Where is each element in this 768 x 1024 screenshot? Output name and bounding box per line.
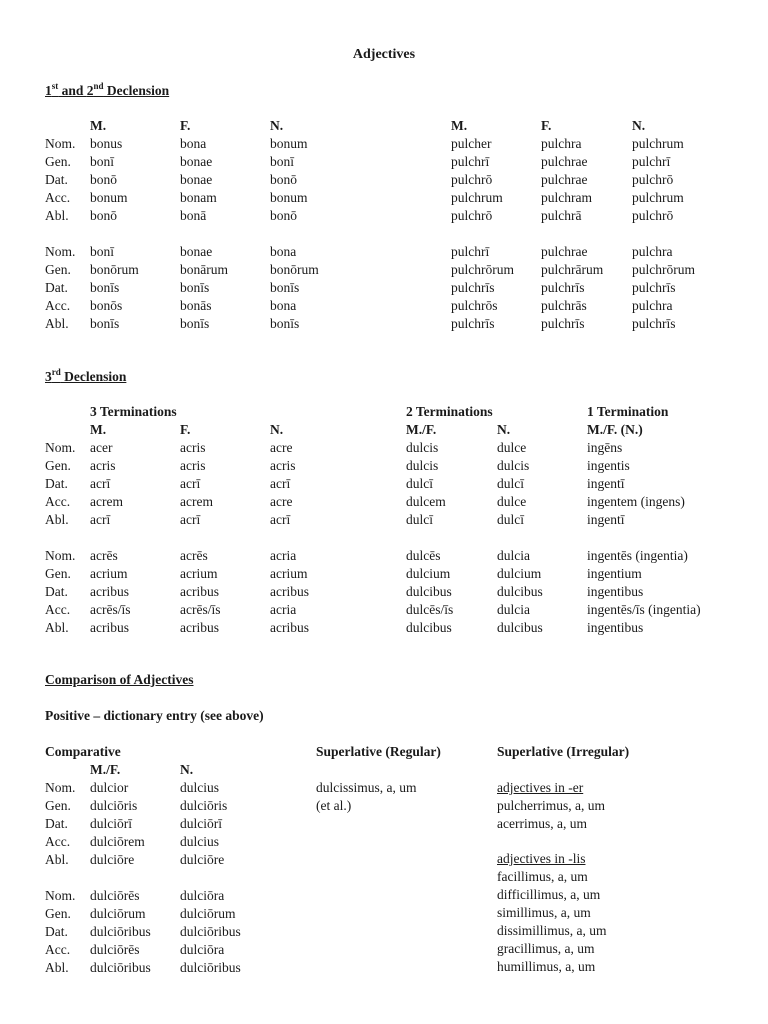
form-cell: acrēs/īs bbox=[180, 602, 221, 617]
column-header: N. bbox=[270, 422, 284, 437]
table-row bbox=[0, 833, 300, 851]
group-label-3-terminations: 3 Terminations bbox=[90, 404, 177, 419]
form-cell: bona bbox=[180, 136, 207, 151]
form-cell: bonae bbox=[180, 154, 213, 169]
form-cell: ingentibus bbox=[587, 620, 644, 635]
table-row bbox=[0, 243, 768, 261]
form-cell: pulchrī bbox=[451, 244, 490, 259]
form-cell: bonī bbox=[270, 154, 295, 169]
column-header: M./F. (N.) bbox=[587, 422, 643, 437]
form-cell: ingentēs (ingentia) bbox=[587, 548, 688, 563]
case-label: Nom. bbox=[45, 244, 76, 259]
case-label: Abl. bbox=[45, 852, 69, 867]
header-row bbox=[0, 117, 768, 135]
section-heading-1st-2nd-declension: 1st and 2nd Declension bbox=[45, 80, 170, 98]
table-row bbox=[0, 171, 768, 189]
form-cell: bonō bbox=[90, 208, 117, 223]
lis-item: difficillimus, a, um bbox=[497, 887, 601, 902]
form-cell: bonīs bbox=[270, 280, 300, 295]
form-cell: bonīs bbox=[90, 280, 120, 295]
form-cell: pulchrīs bbox=[632, 280, 676, 295]
form-cell: ingentibus bbox=[587, 584, 644, 599]
er-item: pulcherrimus, a, um bbox=[497, 798, 605, 813]
form-cell: dulciōribus bbox=[90, 960, 151, 975]
case-label: Dat. bbox=[45, 172, 68, 187]
form-cell: bonō bbox=[90, 172, 117, 187]
form-cell: pulchrae bbox=[541, 244, 588, 259]
form-cell: pulchrō bbox=[451, 172, 493, 187]
form-cell: pulchrae bbox=[541, 172, 588, 187]
table-row bbox=[0, 457, 768, 475]
column-header: M. bbox=[90, 422, 107, 437]
table-row bbox=[0, 547, 768, 565]
case-label: Acc. bbox=[45, 298, 71, 313]
form-cell: acrēs bbox=[180, 548, 208, 563]
table-row bbox=[0, 905, 300, 923]
form-cell: bonī bbox=[90, 244, 115, 259]
form-cell: ingentī bbox=[587, 476, 625, 491]
form-cell: dulcem bbox=[406, 494, 446, 509]
superlative-irregular-label: Superlative (Irregular) bbox=[497, 744, 630, 759]
form-cell: dulcis bbox=[406, 440, 439, 455]
comparative-label: Comparative bbox=[45, 744, 121, 759]
form-cell: dulcī bbox=[497, 512, 524, 527]
form-cell: dulcī bbox=[406, 476, 433, 491]
table-row bbox=[0, 779, 300, 797]
case-label: Acc. bbox=[45, 494, 71, 509]
form-cell: acrēs bbox=[90, 548, 118, 563]
form-cell: dulcēs/īs bbox=[406, 602, 454, 617]
table-row bbox=[0, 439, 768, 457]
lis-item: dissimillimus, a, um bbox=[497, 923, 607, 938]
form-cell: acrī bbox=[90, 476, 111, 491]
form-cell: pulchrī bbox=[632, 154, 671, 169]
form-cell: bonum bbox=[270, 136, 308, 151]
form-cell: acrium bbox=[180, 566, 218, 581]
lis-item: humillimus, a, um bbox=[497, 959, 596, 974]
form-cell: dulcī bbox=[497, 476, 524, 491]
form-cell: pulchrīs bbox=[541, 280, 585, 295]
form-cell: acribus bbox=[180, 620, 219, 635]
form-cell: ingentēs/īs (ingentia) bbox=[587, 602, 701, 617]
case-label: Gen. bbox=[45, 566, 71, 581]
table-row bbox=[0, 315, 768, 333]
form-cell: bonīs bbox=[180, 316, 210, 331]
form-cell: dulce bbox=[497, 440, 527, 455]
table-row bbox=[0, 887, 300, 905]
form-cell: pulchra bbox=[632, 244, 673, 259]
form-cell: pulchrōrum bbox=[632, 262, 695, 277]
form-cell: dulciōre bbox=[90, 852, 135, 867]
form-cell: bona bbox=[270, 298, 297, 313]
form-cell: dulcibus bbox=[406, 584, 452, 599]
case-label: Dat. bbox=[45, 584, 68, 599]
column-header: M./F. bbox=[90, 762, 121, 777]
table-row bbox=[0, 941, 300, 959]
column-header: M. bbox=[90, 118, 107, 133]
form-cell: bonum bbox=[270, 190, 308, 205]
table-row bbox=[0, 475, 768, 493]
form-cell: acrī bbox=[270, 512, 291, 527]
case-label: Acc. bbox=[45, 834, 71, 849]
header-row bbox=[0, 421, 768, 439]
form-cell: dulcia bbox=[497, 602, 530, 617]
form-cell: bonae bbox=[180, 244, 213, 259]
form-cell: acrem bbox=[180, 494, 213, 509]
form-cell: pulchrīs bbox=[451, 280, 495, 295]
case-label: Gen. bbox=[45, 906, 71, 921]
case-label: Abl. bbox=[45, 960, 69, 975]
declension-1-2-table bbox=[0, 117, 768, 333]
form-cell: dulcis bbox=[497, 458, 530, 473]
form-cell: dulcī bbox=[406, 512, 433, 527]
case-label: Abl. bbox=[45, 208, 69, 223]
form-cell: acrī bbox=[180, 476, 201, 491]
form-cell: dulciōrum bbox=[180, 906, 236, 921]
form-cell: bonī bbox=[90, 154, 115, 169]
form-cell: bonā bbox=[180, 208, 207, 223]
table-row bbox=[0, 261, 768, 279]
form-cell: dulciōribus bbox=[180, 960, 241, 975]
form-cell: acrī bbox=[270, 476, 291, 491]
form-cell: pulchrum bbox=[632, 136, 684, 151]
column-header: M./F. bbox=[406, 422, 437, 437]
form-cell: pulchrīs bbox=[451, 316, 495, 331]
table-row bbox=[0, 511, 768, 529]
form-cell: acribus bbox=[90, 584, 129, 599]
form-cell: dulcium bbox=[497, 566, 542, 581]
form-cell: dulciōrī bbox=[90, 816, 132, 831]
form-cell: bonārum bbox=[180, 262, 228, 277]
case-label: Abl. bbox=[45, 512, 69, 527]
case-label: Acc. bbox=[45, 190, 71, 205]
case-label: Abl. bbox=[45, 620, 69, 635]
form-cell: ingentium bbox=[587, 566, 642, 581]
form-cell: acris bbox=[270, 458, 296, 473]
form-cell: pulchrārum bbox=[541, 262, 604, 277]
case-label: Nom. bbox=[45, 888, 76, 903]
form-cell: pulchra bbox=[632, 298, 673, 313]
form-cell: dulciōra bbox=[180, 888, 225, 903]
header-row bbox=[0, 761, 300, 779]
lis-item: gracillimus, a, um bbox=[497, 941, 595, 956]
form-cell: pulchrīs bbox=[632, 316, 676, 331]
lis-adjectives-label: adjectives in -lis bbox=[497, 851, 586, 866]
form-cell: bonīs bbox=[90, 316, 120, 331]
lis-item: simillimus, a, um bbox=[497, 905, 591, 920]
column-header: N. bbox=[632, 118, 646, 133]
form-cell: dulciōra bbox=[180, 942, 225, 957]
form-cell: acer bbox=[90, 440, 113, 455]
case-label: Dat. bbox=[45, 476, 68, 491]
form-cell: dulcēs bbox=[406, 548, 441, 563]
form-cell: acre bbox=[270, 440, 293, 455]
form-cell: dulciōrī bbox=[180, 816, 222, 831]
form-cell: dulciōribus bbox=[90, 924, 151, 939]
form-cell: pulchrō bbox=[451, 208, 493, 223]
table-row bbox=[0, 297, 768, 315]
comparative-table bbox=[0, 761, 300, 977]
form-cell: ingentī bbox=[587, 512, 625, 527]
superlative-regular-note: (et al.) bbox=[316, 798, 352, 813]
declension-3-table bbox=[0, 421, 768, 637]
column-header: M. bbox=[451, 118, 468, 133]
form-cell: dulciōris bbox=[180, 798, 228, 813]
table-row bbox=[0, 851, 300, 869]
form-cell: dulcibus bbox=[406, 620, 452, 635]
form-cell: bonum bbox=[90, 190, 128, 205]
form-cell: ingēns bbox=[587, 440, 623, 455]
superlative-regular-label: Superlative (Regular) bbox=[316, 744, 441, 759]
form-cell: pulchrae bbox=[541, 154, 588, 169]
form-cell: dulcibus bbox=[497, 584, 543, 599]
table-row bbox=[0, 153, 768, 171]
form-cell: acris bbox=[180, 440, 206, 455]
superlative-regular-form: dulcissimus, a, um bbox=[316, 780, 417, 795]
form-cell: bonōrum bbox=[270, 262, 319, 277]
table-row bbox=[0, 135, 768, 153]
column-header: F. bbox=[180, 118, 191, 133]
group-label-2-terminations: 2 Terminations bbox=[406, 404, 493, 419]
table-row bbox=[0, 565, 768, 583]
form-cell: pulchra bbox=[541, 136, 582, 151]
lis-item: facillimus, a, um bbox=[497, 869, 588, 884]
form-cell: bonam bbox=[180, 190, 217, 205]
form-cell: acribus bbox=[90, 620, 129, 635]
form-cell: dulciōris bbox=[90, 798, 138, 813]
form-cell: acrium bbox=[270, 566, 308, 581]
case-label: Dat. bbox=[45, 280, 68, 295]
case-label: Abl. bbox=[45, 316, 69, 331]
form-cell: acre bbox=[270, 494, 293, 509]
form-cell: bonōrum bbox=[90, 262, 139, 277]
form-cell: pulchrum bbox=[632, 190, 684, 205]
table-row bbox=[0, 923, 300, 941]
form-cell: pulchrō bbox=[632, 172, 674, 187]
form-cell: dulcis bbox=[406, 458, 439, 473]
case-label: Acc. bbox=[45, 602, 71, 617]
form-cell: dulciōrēs bbox=[90, 888, 140, 903]
form-cell: dulciōribus bbox=[180, 924, 241, 939]
form-cell: pulchrōrum bbox=[451, 262, 514, 277]
case-label: Nom. bbox=[45, 780, 76, 795]
form-cell: acrium bbox=[90, 566, 128, 581]
form-cell: bonōs bbox=[90, 298, 123, 313]
case-label: Gen. bbox=[45, 798, 71, 813]
section-heading-comparison: Comparison of Adjectives bbox=[45, 672, 194, 687]
form-cell: pulchrā bbox=[541, 208, 582, 223]
table-row bbox=[0, 279, 768, 297]
column-header: N. bbox=[180, 762, 194, 777]
case-label: Gen. bbox=[45, 262, 71, 277]
form-cell: bona bbox=[270, 244, 297, 259]
case-label: Dat. bbox=[45, 816, 68, 831]
form-cell: dulcia bbox=[497, 548, 530, 563]
section-heading-3rd-declension: 3rd Declension bbox=[45, 366, 127, 384]
case-label: Gen. bbox=[45, 458, 71, 473]
form-cell: pulchrīs bbox=[541, 316, 585, 331]
form-cell: pulchram bbox=[541, 190, 592, 205]
table-row bbox=[0, 601, 768, 619]
form-cell: acria bbox=[270, 548, 297, 563]
form-cell: dulce bbox=[497, 494, 527, 509]
form-cell: dulciōrum bbox=[90, 906, 146, 921]
form-cell: acrī bbox=[180, 512, 201, 527]
form-cell: bonīs bbox=[180, 280, 210, 295]
form-cell: bonīs bbox=[270, 316, 300, 331]
case-label: Dat. bbox=[45, 924, 68, 939]
form-cell: acrem bbox=[90, 494, 123, 509]
form-cell: dulcior bbox=[90, 780, 129, 795]
case-label: Nom. bbox=[45, 440, 76, 455]
er-adjectives-label: adjectives in -er bbox=[497, 780, 584, 795]
form-cell: acribus bbox=[270, 620, 309, 635]
form-cell: dulcibus bbox=[497, 620, 543, 635]
column-header: N. bbox=[497, 422, 511, 437]
form-cell: bonus bbox=[90, 136, 123, 151]
table-row bbox=[0, 189, 768, 207]
form-cell: bonō bbox=[270, 208, 297, 223]
column-header: F. bbox=[180, 422, 191, 437]
table-row bbox=[0, 959, 300, 977]
form-cell: acris bbox=[90, 458, 116, 473]
form-cell: acrī bbox=[90, 512, 111, 527]
form-cell: ingentem (ingens) bbox=[587, 494, 685, 509]
form-cell: bonō bbox=[270, 172, 297, 187]
table-row bbox=[0, 207, 768, 225]
page-title: Adjectives bbox=[352, 47, 416, 62]
form-cell: dulcius bbox=[180, 834, 219, 849]
form-cell: pulchrōs bbox=[451, 298, 498, 313]
form-cell: bonae bbox=[180, 172, 213, 187]
case-label: Nom. bbox=[45, 548, 76, 563]
table-row bbox=[0, 797, 300, 815]
form-cell: dulciōre bbox=[180, 852, 225, 867]
form-cell: bonās bbox=[180, 298, 212, 313]
form-cell: dulciōrēs bbox=[90, 942, 140, 957]
form-cell: pulchrās bbox=[541, 298, 587, 313]
form-cell: pulcher bbox=[451, 136, 492, 151]
table-row bbox=[0, 583, 768, 601]
form-cell: dulcius bbox=[180, 780, 219, 795]
column-header: F. bbox=[541, 118, 552, 133]
table-row bbox=[0, 619, 768, 637]
positive-line: Positive – dictionary entry (see above) bbox=[45, 708, 264, 723]
form-cell: dulcium bbox=[406, 566, 451, 581]
form-cell: acrēs/īs bbox=[90, 602, 131, 617]
table-row bbox=[0, 493, 768, 511]
form-cell: acris bbox=[180, 458, 206, 473]
er-item: acerrimus, a, um bbox=[497, 816, 587, 831]
form-cell: acribus bbox=[270, 584, 309, 599]
form-cell: dulciōrem bbox=[90, 834, 145, 849]
column-header: N. bbox=[270, 118, 284, 133]
form-cell: acribus bbox=[180, 584, 219, 599]
case-label: Gen. bbox=[45, 154, 71, 169]
form-cell: pulchrī bbox=[451, 154, 490, 169]
group-label-1-termination: 1 Termination bbox=[587, 404, 669, 419]
form-cell: ingentis bbox=[587, 458, 630, 473]
case-label: Acc. bbox=[45, 942, 71, 957]
form-cell: pulchrum bbox=[451, 190, 503, 205]
form-cell: pulchrō bbox=[632, 208, 674, 223]
form-cell: acria bbox=[270, 602, 297, 617]
table-row bbox=[0, 815, 300, 833]
case-label: Nom. bbox=[45, 136, 76, 151]
